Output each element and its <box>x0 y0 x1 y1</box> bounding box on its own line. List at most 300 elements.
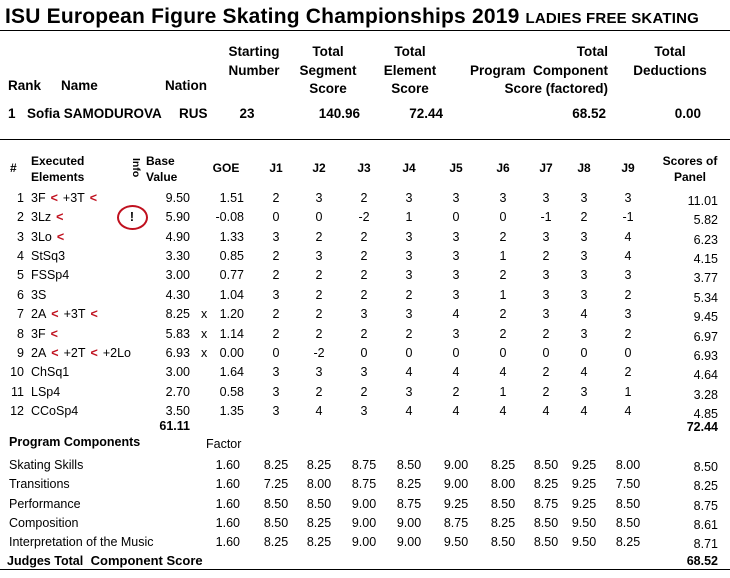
judge-score: 2 <box>315 268 323 283</box>
element-code: LSp4 <box>31 384 61 399</box>
judge-score: 0 <box>452 210 460 225</box>
judge-score: 4 <box>499 403 507 418</box>
event-title: ISU European Figure Skating Championships 2019 <box>5 5 520 28</box>
element-score-total: 72.44 <box>686 420 718 434</box>
judge-score: 4 <box>624 249 632 264</box>
judge-score: 3 <box>542 307 550 322</box>
panel-score: 3.28 <box>693 387 718 402</box>
component-panel-score: 8.61 <box>693 517 718 532</box>
base-value: 3.30 <box>165 249 190 264</box>
program-components-title: Program Components <box>9 435 141 449</box>
component-factor: 1.60 <box>215 458 240 472</box>
component-judge-score: 8.25 <box>533 477 559 492</box>
judge-score: 3 <box>315 365 323 380</box>
component-judge-score: 9.50 <box>571 515 597 530</box>
judge-score: 2 <box>315 326 323 341</box>
component-judge-score: 9.50 <box>571 535 597 550</box>
executed-elements-header: Executed Elements <box>31 154 85 184</box>
judge-score: -2 <box>313 345 325 360</box>
goe-value: 0.58 <box>219 384 244 399</box>
component-judge-score: 8.75 <box>351 477 377 492</box>
element-code: CCoSp4 <box>31 403 79 418</box>
base-value: 3.00 <box>165 268 190 283</box>
panel-score: 5.34 <box>693 290 718 305</box>
judge-score: 2 <box>360 191 368 205</box>
panel-score: 11.01 <box>687 194 718 208</box>
base-value: 5.83 <box>165 326 190 341</box>
element-number: 2 <box>17 210 24 225</box>
element-number: 12 <box>10 403 24 418</box>
element-code: 3Lo <box>31 229 52 244</box>
judge-score: 0 <box>580 345 588 360</box>
base-value-header: Base Value <box>146 154 178 184</box>
segment-title: LADIES FREE SKATING <box>525 10 700 27</box>
base-value-total: 61.11 <box>159 419 190 433</box>
component-judge-score: 8.50 <box>306 496 332 511</box>
component-judge-score: 8.25 <box>396 477 422 492</box>
judge-score: 2 <box>542 365 550 380</box>
judge-score: 2 <box>272 326 280 341</box>
judge-score: 0 <box>452 345 460 360</box>
element-code: StSq3 <box>31 249 66 264</box>
component-judge-score: 9.00 <box>351 515 377 530</box>
element-number: 6 <box>17 287 24 302</box>
component-name: Interpretation of the Music <box>9 535 154 550</box>
judge-score: 2 <box>315 307 323 322</box>
judge-score: 3 <box>272 384 280 399</box>
element-code: 2A <box>31 345 47 360</box>
underrotation-mark: < <box>90 345 98 360</box>
component-judge-score: 8.50 <box>490 535 516 550</box>
judge-score: 2 <box>405 287 413 302</box>
judge-score: 2 <box>272 307 280 322</box>
judge-score: 3 <box>360 365 368 380</box>
element-number: 7 <box>17 307 24 322</box>
factor-header: Factor <box>206 437 242 451</box>
goe-value: 1.33 <box>219 229 244 244</box>
panel-score: 6.23 <box>693 232 718 247</box>
element-code: 2A <box>31 307 47 322</box>
judge-score: 3 <box>624 191 632 205</box>
skater-element-score: 72.44 <box>409 106 443 121</box>
judge-score: 3 <box>272 229 280 244</box>
judge-score: 0 <box>542 345 550 360</box>
panel-score: 4.15 <box>693 252 718 267</box>
judge-score: 2 <box>360 268 368 283</box>
goe-value: -0.08 <box>215 210 244 225</box>
component-panel-score: 8.71 <box>693 537 718 552</box>
component-judge-score: 8.25 <box>306 458 332 472</box>
judge-score: 2 <box>452 384 460 399</box>
judge-score: 2 <box>624 287 632 302</box>
element-code: ChSq1 <box>31 365 70 380</box>
judge-score: 4 <box>580 307 588 322</box>
panel-score: 6.93 <box>693 348 718 363</box>
judge-score: 2 <box>360 229 368 244</box>
judge-score: 2 <box>542 249 550 264</box>
component-judge-score: 9.00 <box>351 535 377 550</box>
segment-score-header: Total Segment Score <box>299 44 357 97</box>
component-judge-score: 8.25 <box>263 458 289 472</box>
judge-score: 3 <box>272 365 280 380</box>
judge-score: 0 <box>499 210 507 225</box>
base-value: 4.90 <box>165 229 190 244</box>
underrotation-mark: < <box>51 307 59 322</box>
judge-score: 0 <box>272 345 280 360</box>
judge-score: 0 <box>624 345 632 360</box>
judge-score: 4 <box>452 307 460 322</box>
judge-score: 2 <box>499 229 507 244</box>
component-panel-score: 8.75 <box>693 498 718 513</box>
component-judge-score: 8.25 <box>490 458 516 472</box>
judge-score: 0 <box>499 345 507 360</box>
judge-score: 2 <box>499 307 507 322</box>
judge-score: 0 <box>272 210 280 225</box>
element-name <box>31 347 131 360</box>
goe-value: 0.77 <box>219 268 244 283</box>
judge-score: 3 <box>580 268 588 283</box>
element-name <box>31 211 68 224</box>
component-judge-score: 8.50 <box>263 515 289 530</box>
component-judge-score: 8.50 <box>490 496 516 511</box>
judge-score: 3 <box>452 287 460 302</box>
element-code: FSSp4 <box>31 268 70 283</box>
element-number-header: # <box>10 161 17 175</box>
component-panel-score: 8.50 <box>693 460 718 474</box>
judge-score: 3 <box>315 249 323 264</box>
component-factor: 1.60 <box>215 515 240 530</box>
component-judge-score: 7.25 <box>263 477 289 492</box>
judge-score: 2 <box>542 326 550 341</box>
scores-of-panel-header: Scores of Panel <box>662 154 718 184</box>
judge-score: 4 <box>452 403 460 418</box>
element-code: +2T <box>63 345 86 360</box>
judge-score: 3 <box>405 249 413 264</box>
judge-score: 2 <box>499 268 507 283</box>
underrotation-mark: < <box>56 210 64 225</box>
judge-score: 4 <box>542 403 550 418</box>
component-judge-score: 8.75 <box>533 496 559 511</box>
element-number: 8 <box>17 326 24 341</box>
panel-score: 4.64 <box>693 368 718 383</box>
component-judge-score: 8.50 <box>533 458 559 472</box>
skater-deductions: 0.00 <box>674 106 701 121</box>
skater-starting-number: 23 <box>239 106 255 121</box>
goe-header: GOE <box>212 161 240 175</box>
base-value: 4.30 <box>165 287 190 302</box>
component-judge-score: 9.25 <box>571 496 597 511</box>
underrotation-mark: < <box>89 191 98 205</box>
judge-score: 2 <box>499 326 507 341</box>
judge-score: 0 <box>315 210 323 225</box>
component-judge-score: 8.00 <box>615 458 641 472</box>
element-name <box>31 405 78 418</box>
component-judge-score: 8.50 <box>615 496 641 511</box>
judge-score: 0 <box>360 345 368 360</box>
judge-score: 3 <box>580 249 588 264</box>
judge-score: 3 <box>452 326 460 341</box>
base-value: 8.25 <box>165 307 190 322</box>
component-judge-score: 9.00 <box>443 477 469 492</box>
skater-segment-score: 140.96 <box>318 106 360 121</box>
deductions-header: Total Deductions <box>633 44 707 78</box>
judge-score: 4 <box>624 403 632 418</box>
element-code: 3F <box>31 191 46 205</box>
judge-score: 3 <box>580 229 588 244</box>
component-name: Composition <box>9 515 79 530</box>
judge-score: 3 <box>452 229 460 244</box>
title-rule <box>0 30 730 31</box>
element-code: +2Lo <box>102 345 131 360</box>
element-name <box>31 386 60 399</box>
judge-score: 0 <box>405 345 413 360</box>
element-code: 3F <box>31 326 46 341</box>
bottom-rule <box>0 569 730 570</box>
component-judge-score: 9.25 <box>571 477 597 492</box>
component-judge-score: 9.25 <box>571 458 597 472</box>
info-header: Info <box>130 158 142 178</box>
judge-score: 3 <box>405 229 413 244</box>
nation-header: Nation <box>165 78 207 93</box>
element-name <box>31 328 63 341</box>
judge-header-j4: J4 <box>402 161 416 175</box>
judge-header-j2: J2 <box>312 161 326 175</box>
element-number: 1 <box>17 191 24 205</box>
underrotation-mark: < <box>51 345 59 360</box>
judge-score: 3 <box>499 191 507 205</box>
goe-value: 1.64 <box>219 365 244 380</box>
element-name <box>31 308 103 321</box>
judge-score: 2 <box>542 384 550 399</box>
element-code: 3S <box>31 287 47 302</box>
element-name <box>31 231 69 244</box>
panel-score: 6.97 <box>693 329 718 344</box>
base-value: 3.50 <box>165 403 190 418</box>
judge-score: 3 <box>580 287 588 302</box>
component-judge-score: 8.50 <box>533 515 559 530</box>
skater-component-score: 68.52 <box>572 106 606 121</box>
judge-score: 3 <box>405 384 413 399</box>
judge-score: 2 <box>315 287 323 302</box>
judge-score: -1 <box>622 210 634 225</box>
panel-score: 5.82 <box>693 213 718 228</box>
judge-score: 2 <box>315 384 323 399</box>
judge-score: 3 <box>542 191 550 205</box>
judge-score: 2 <box>360 249 368 264</box>
judge-score: 4 <box>315 403 323 418</box>
element-code: +3T <box>63 307 86 322</box>
component-judge-score: 8.25 <box>615 535 641 550</box>
judge-score: 3 <box>452 249 460 264</box>
judge-score: 3 <box>360 403 368 418</box>
judge-score: 1 <box>499 249 507 264</box>
panel-score: 9.45 <box>693 310 718 325</box>
underrotation-mark: < <box>50 191 58 205</box>
bonus-marker: x <box>201 326 208 341</box>
judge-score: 2 <box>272 268 280 283</box>
component-judge-score: 8.75 <box>396 496 422 511</box>
component-judge-score: 8.00 <box>306 477 332 492</box>
judge-score: 3 <box>272 403 280 418</box>
component-judge-score: 8.50 <box>263 496 289 511</box>
goe-value: 1.20 <box>219 307 244 322</box>
base-value: 3.00 <box>165 365 190 380</box>
skater-name: Sofia SAMODUROVA <box>27 106 162 121</box>
judge-header-j3: J3 <box>357 161 371 175</box>
judge-header-j1: J1 <box>269 161 283 175</box>
component-name: Transitions <box>9 477 70 492</box>
component-judge-score: 7.50 <box>615 477 641 492</box>
element-name <box>31 269 69 282</box>
goe-value: 0.85 <box>219 249 244 264</box>
underrotation-mark: < <box>56 229 65 244</box>
component-panel-score: 8.25 <box>693 479 718 494</box>
component-judge-score: 9.25 <box>443 496 469 511</box>
base-value: 2.70 <box>165 384 190 399</box>
underrotation-mark: < <box>50 326 58 341</box>
judge-score: 3 <box>405 191 413 205</box>
element-code: 3Lz <box>31 210 52 225</box>
skater-nation: RUS <box>179 106 208 121</box>
judge-score: 4 <box>499 365 507 380</box>
component-name: Skating Skills <box>9 458 84 472</box>
rank-header: Rank <box>8 78 42 93</box>
judge-score: 3 <box>452 191 460 205</box>
document-title <box>5 6 699 27</box>
judge-score: 4 <box>580 403 588 418</box>
base-value: 9.50 <box>165 191 190 205</box>
judges-total-label: Judges Total Component Score <box>7 553 203 568</box>
component-judge-score: 8.75 <box>443 515 469 530</box>
judge-score: 1 <box>624 384 632 399</box>
judge-header-j6: J6 <box>496 161 510 175</box>
goe-value: 1.51 <box>219 191 244 205</box>
judge-score: 2 <box>360 326 368 341</box>
judge-header-j9: J9 <box>621 161 635 175</box>
component-factor: 1.60 <box>215 477 240 492</box>
component-score-total: 68.52 <box>686 554 718 568</box>
name-header: Name <box>61 78 98 93</box>
element-number: 4 <box>17 249 24 264</box>
element-code: +3T <box>62 191 85 205</box>
component-judge-score: 9.50 <box>443 535 469 550</box>
starting-number-header: Starting Number <box>228 44 280 78</box>
element-name <box>31 366 69 379</box>
goe-value: 1.35 <box>219 403 244 418</box>
component-score-header: Total Program Component Score (factored) <box>469 44 608 97</box>
judge-score: 3 <box>580 384 588 399</box>
judge-score: 1 <box>499 384 507 399</box>
base-value: 6.93 <box>165 345 190 360</box>
component-judge-score: 8.25 <box>306 535 332 550</box>
judge-score: 4 <box>580 365 588 380</box>
component-judge-score: 8.75 <box>351 458 377 472</box>
judge-score: -2 <box>358 210 370 225</box>
component-judge-score: 9.00 <box>443 458 469 472</box>
judge-score: 2 <box>360 384 368 399</box>
component-judge-score: 8.50 <box>615 515 641 530</box>
bonus-marker: x <box>201 307 208 322</box>
component-factor: 1.60 <box>215 496 240 511</box>
component-judge-score: 9.00 <box>351 496 377 511</box>
element-score-header: Total Element Score <box>383 44 437 97</box>
judge-score: 3 <box>542 229 550 244</box>
skater-rank: 1 <box>8 106 16 121</box>
judge-score: 4 <box>405 403 413 418</box>
judge-header-j5: J5 <box>449 161 463 175</box>
judge-score: 4 <box>624 229 632 244</box>
judge-score: 3 <box>580 191 588 205</box>
judge-score: 3 <box>542 287 550 302</box>
panel-score: 4.85 <box>693 406 718 421</box>
info-warning: ! <box>129 210 135 225</box>
element-name <box>31 289 46 302</box>
element-number: 10 <box>10 365 24 380</box>
judge-score: 3 <box>405 268 413 283</box>
judge-score: 2 <box>580 210 588 225</box>
component-judge-score: 8.25 <box>263 535 289 550</box>
base-value: 5.90 <box>165 210 190 225</box>
judge-header-j8: J8 <box>577 161 591 175</box>
judge-score: 3 <box>542 268 550 283</box>
judge-score: 2 <box>315 229 323 244</box>
judge-score: 3 <box>624 307 632 322</box>
judge-score: 2 <box>624 365 632 380</box>
judge-score: 1 <box>405 210 413 225</box>
judge-score: 3 <box>272 287 280 302</box>
judge-score: 2 <box>405 326 413 341</box>
judge-score: 2 <box>272 249 280 264</box>
judge-score: 3 <box>624 268 632 283</box>
goe-value: 0.00 <box>219 345 244 360</box>
component-judge-score: 8.25 <box>490 515 516 530</box>
judge-score: 3 <box>360 307 368 322</box>
element-number: 3 <box>17 229 24 244</box>
element-name <box>31 250 65 263</box>
judge-score: 3 <box>452 268 460 283</box>
judge-header-j7: J7 <box>539 161 553 175</box>
element-number: 11 <box>11 384 24 399</box>
component-judge-score: 9.00 <box>396 515 422 530</box>
summary-rule <box>0 139 730 140</box>
component-factor: 1.60 <box>215 535 240 550</box>
component-name: Performance <box>9 496 81 511</box>
component-judge-score: 8.50 <box>396 458 422 472</box>
component-judge-score: 8.00 <box>490 477 516 492</box>
judge-score: 1 <box>499 287 507 302</box>
judge-score: 2 <box>624 326 632 341</box>
judge-score: 2 <box>360 287 368 302</box>
goe-value: 1.14 <box>219 326 244 341</box>
judge-score: 4 <box>405 365 413 380</box>
judge-score: 3 <box>405 307 413 322</box>
element-name <box>31 192 102 205</box>
judge-score: 3 <box>315 191 323 205</box>
judge-score: 3 <box>580 326 588 341</box>
judge-score: -1 <box>540 210 552 225</box>
judge-score: 2 <box>272 191 280 205</box>
underrotation-mark: < <box>90 307 98 322</box>
component-judge-score: 8.50 <box>533 535 559 550</box>
goe-value: 1.04 <box>219 287 244 302</box>
component-judge-score: 9.00 <box>396 535 422 550</box>
panel-score: 3.77 <box>693 271 718 286</box>
component-judge-score: 8.25 <box>306 515 332 530</box>
judge-score: 4 <box>452 365 460 380</box>
element-number: 9 <box>17 345 24 360</box>
element-number: 5 <box>17 268 24 283</box>
bonus-marker: x <box>201 345 208 360</box>
